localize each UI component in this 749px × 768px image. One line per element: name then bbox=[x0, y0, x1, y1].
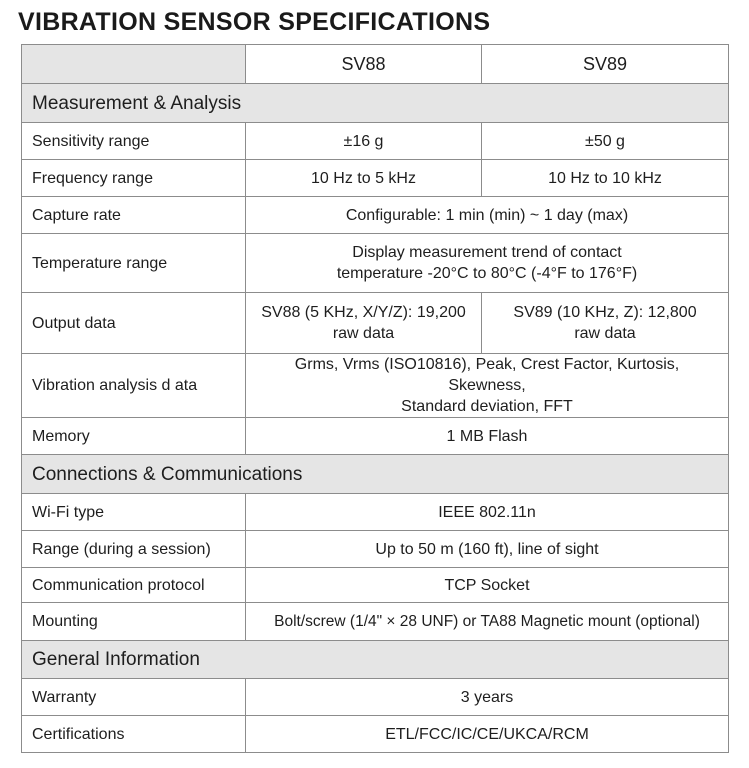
cell-sv88: 10 Hz to 5 kHz bbox=[246, 160, 482, 197]
cell-sv88: ±16 g bbox=[246, 123, 482, 160]
table-row bbox=[22, 716, 729, 753]
row-label: Temperature range bbox=[22, 234, 246, 293]
cell-shared: Configurable: 1 min (min) ~ 1 day (max) bbox=[246, 197, 729, 234]
table-row bbox=[22, 293, 729, 354]
row-label: Frequency range bbox=[22, 160, 246, 197]
section-general bbox=[22, 641, 729, 679]
row-label: Wi-Fi type bbox=[22, 494, 246, 531]
row-label: Mounting bbox=[22, 603, 246, 641]
cell-shared: ETL/FCC/IC/CE/UKCA/RCM bbox=[246, 716, 729, 753]
cell-line: SV88 (5 KHz, X/Y/Z): 19,200 bbox=[261, 304, 466, 321]
row-label: Communication protocol bbox=[22, 568, 246, 603]
column-header-sv89: SV89 bbox=[482, 45, 729, 84]
cell-line: Grms, Vrms (ISO10816), Peak, Crest Factor, Kurtosis, Skewness, bbox=[294, 356, 680, 394]
row-label: Range (during a session) bbox=[22, 531, 246, 568]
cell-sv89: 10 Hz to 10 kHz bbox=[482, 160, 729, 197]
cell-line: raw data bbox=[574, 325, 636, 342]
section-heading: General Information bbox=[22, 641, 729, 679]
row-label: Capture rate bbox=[22, 197, 246, 234]
cell-shared: TCP Socket bbox=[246, 568, 729, 603]
spec-table bbox=[21, 44, 729, 753]
table-row bbox=[22, 123, 729, 160]
row-label: Vibration analysis d ata bbox=[22, 354, 246, 418]
column-header-sv88: SV88 bbox=[246, 45, 482, 84]
cell-line: Display measurement trend of contact bbox=[352, 244, 622, 261]
cell-sv89 bbox=[482, 293, 729, 354]
table-row bbox=[22, 679, 729, 716]
row-label: Memory bbox=[22, 418, 246, 455]
table-row bbox=[22, 354, 729, 418]
row-label: Sensitivity range bbox=[22, 123, 246, 160]
cell-shared: IEEE 802.11n bbox=[246, 494, 729, 531]
cell-line: raw data bbox=[332, 325, 395, 342]
row-label: Certifications bbox=[22, 716, 246, 753]
table-row bbox=[22, 603, 729, 641]
column-header-row bbox=[22, 45, 729, 84]
cell-line: SV89 (10 KHz, Z): 12,800 bbox=[513, 304, 697, 321]
table-row bbox=[22, 197, 729, 234]
cell-shared: Bolt/screw (1/4" × 28 UNF) or TA88 Magnetic mount (optional) bbox=[246, 603, 729, 641]
section-connections bbox=[22, 455, 729, 494]
table-row bbox=[22, 418, 729, 455]
row-label: Warranty bbox=[22, 679, 246, 716]
header-blank-cell bbox=[22, 45, 246, 84]
table-row bbox=[22, 494, 729, 531]
cell-shared: Up to 50 m (160 ft), line of sight bbox=[246, 531, 729, 568]
table-row bbox=[22, 531, 729, 568]
table-row bbox=[22, 234, 729, 293]
row-label: Output data bbox=[22, 293, 246, 354]
cell-line: temperature -20°C to 80°C (-4°F to 176°F) bbox=[336, 265, 638, 282]
section-heading: Connections & Communications bbox=[22, 455, 729, 494]
cell-sv88 bbox=[246, 293, 482, 354]
table-row bbox=[22, 160, 729, 197]
page-title: VIBRATION SENSOR SPECIFICATIONS bbox=[18, 8, 491, 36]
table-row bbox=[22, 568, 729, 603]
cell-shared bbox=[246, 234, 729, 293]
cell-shared: 1 MB Flash bbox=[246, 418, 729, 455]
section-measurement bbox=[22, 84, 729, 123]
cell-sv89: ±50 g bbox=[482, 123, 729, 160]
cell-shared bbox=[246, 354, 729, 418]
section-heading: Measurement & Analysis bbox=[22, 84, 729, 123]
cell-line: Standard deviation, FFT bbox=[401, 398, 573, 415]
cell-shared: 3 years bbox=[246, 679, 729, 716]
